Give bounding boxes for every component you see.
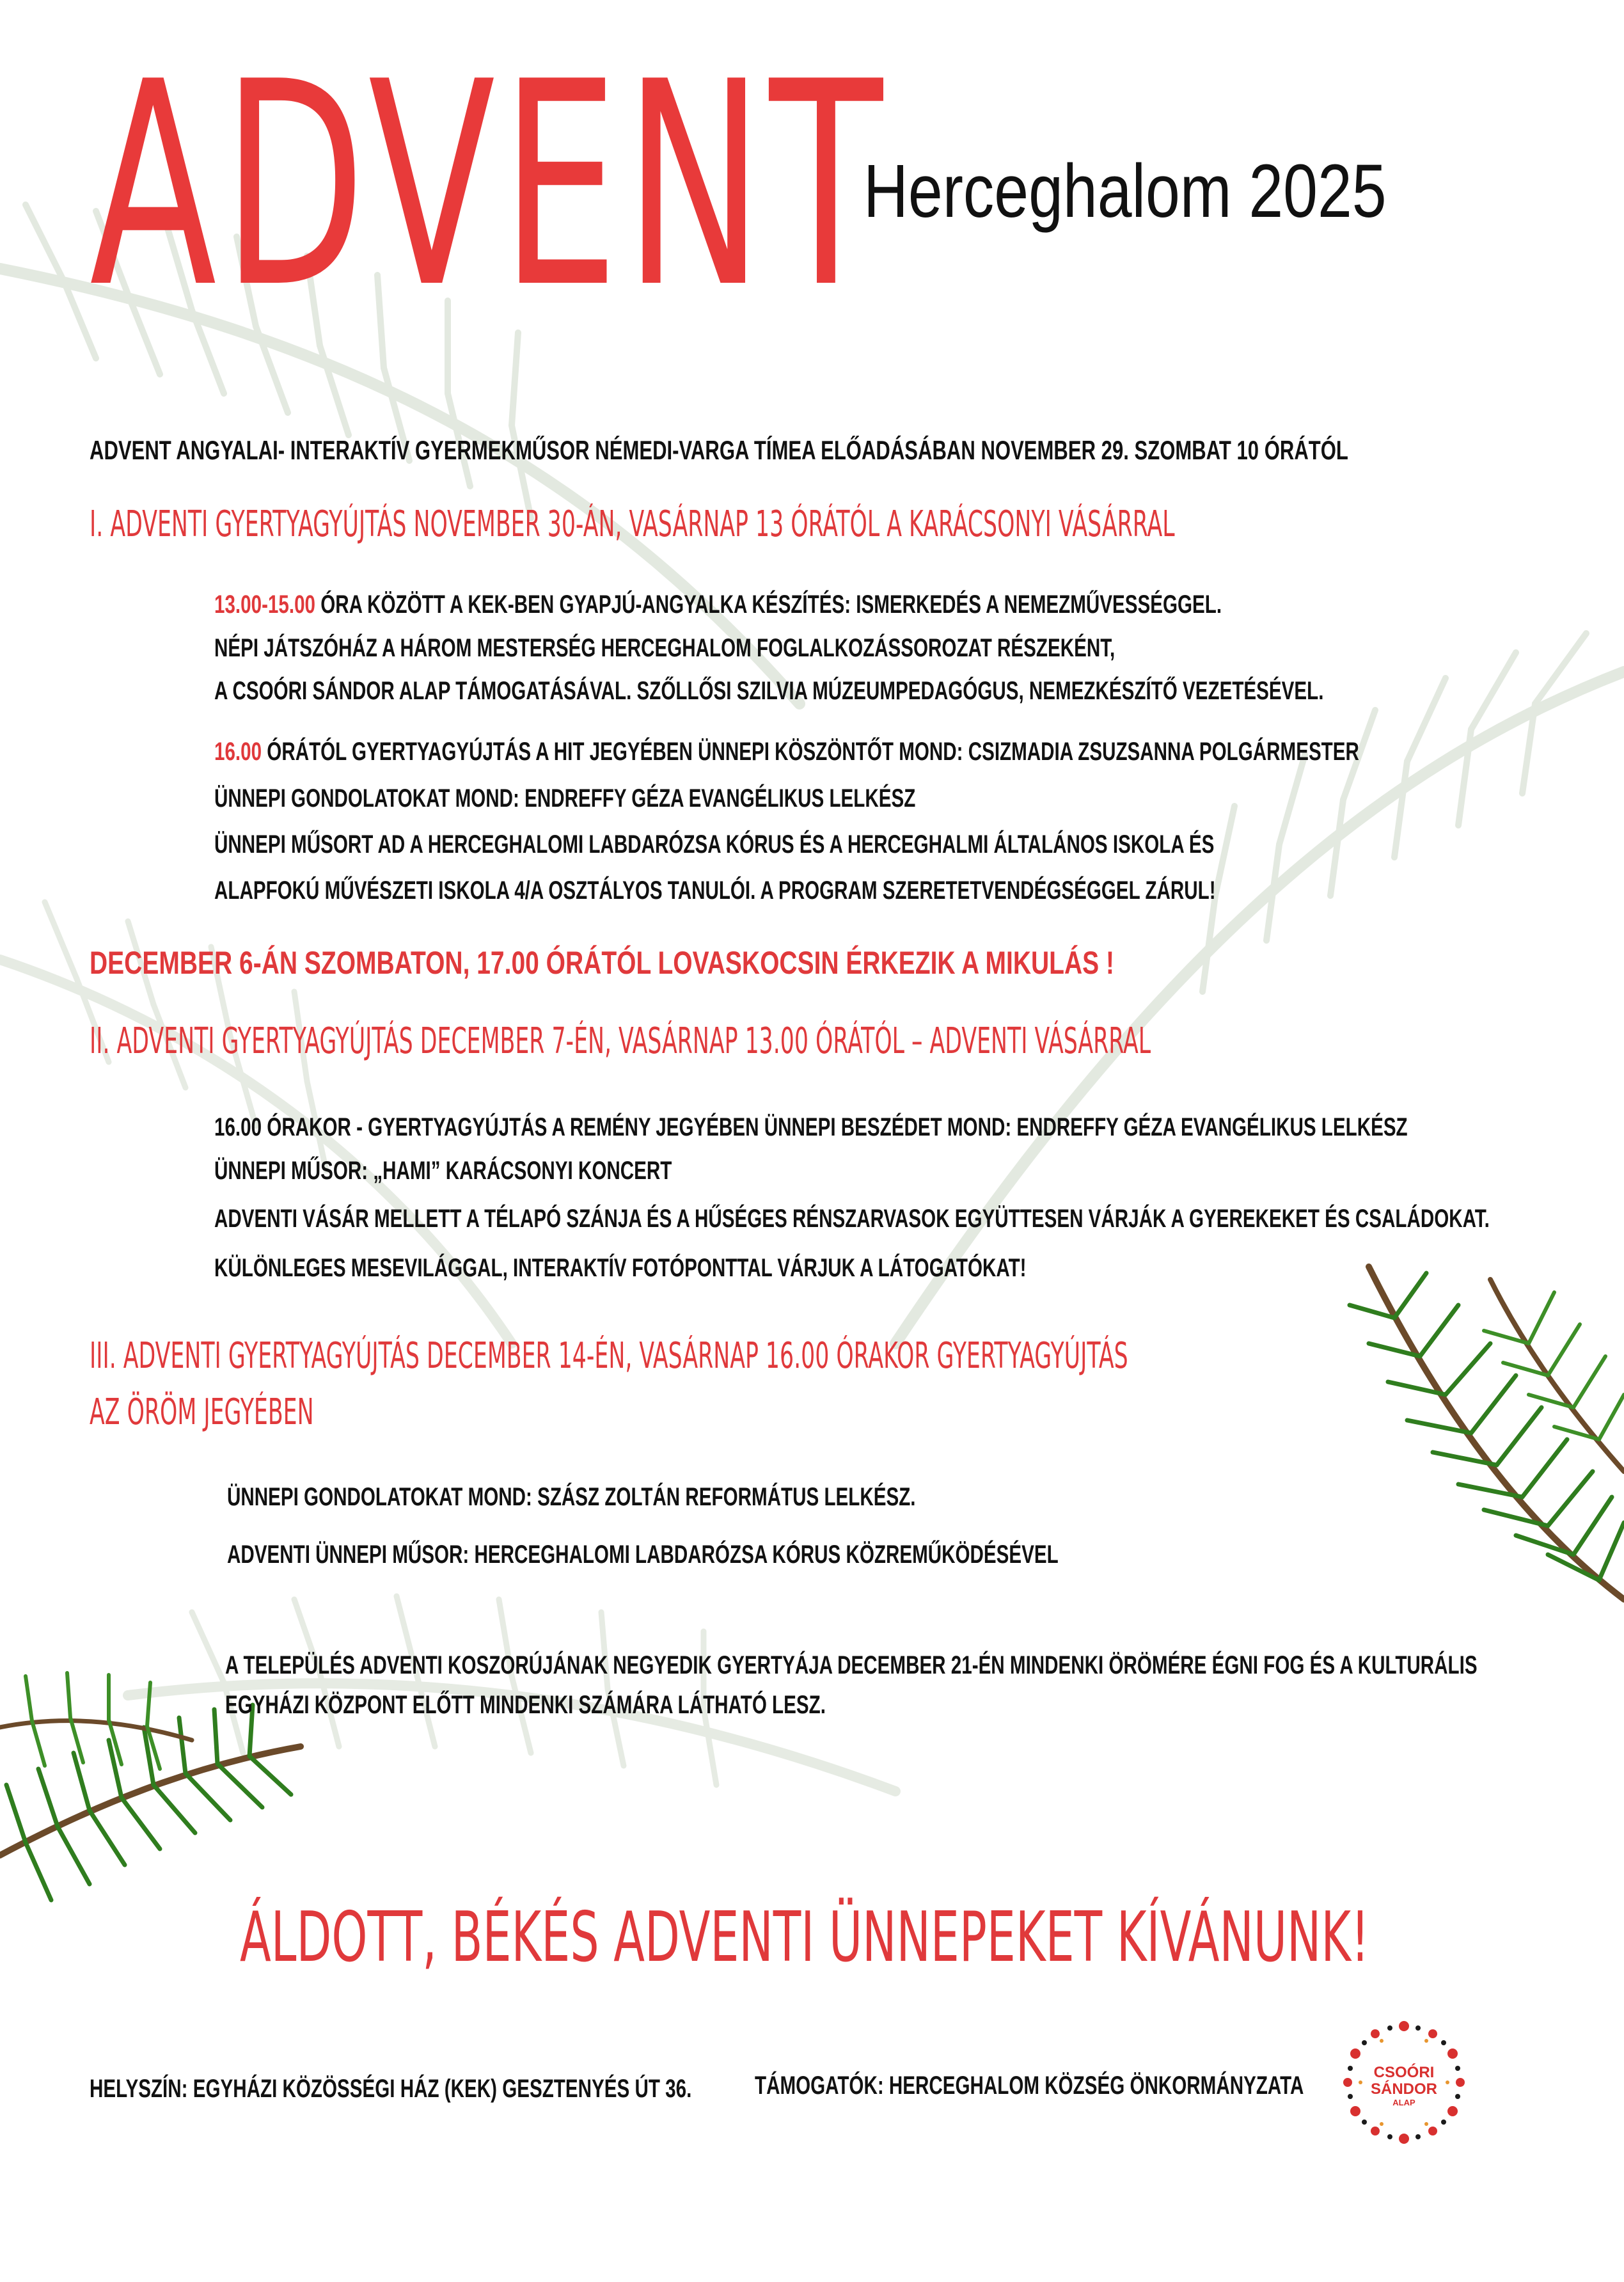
- advent1-heading: I. ADVENTI GYERTYAGYÚJTÁS NOVEMBER 30-ÁN, VASÁRNAP 13 ÓRÁTÓL A KARÁCSONYI VÁSÁRRAL: [90, 503, 1175, 545]
- advent2-heading: II. ADVENTI GYERTYAGYÚJTÁS DECEMBER 7-ÉN, VASÁRNAP 13.00 ÓRÁTÓL – ADVENTI VÁSÁRRAL: [90, 1020, 1151, 1062]
- advent1-line2: NÉPI JÁTSZÓHÁZ A HÁROM MESTERSÉG HERCEGHALOM FOGLALKOZÁSSOROZAT RÉSZEKÉNT,: [214, 634, 1116, 662]
- advent1-line3: A CSOÓRI SÁNDOR ALAP TÁMOGATÁSÁVAL. SZŐLLŐSI SZILVIA MÚZEUMPEDAGÓGUS, NEMEZKÉSZÍTŐ VEZETÉSÉVEL.: [214, 677, 1324, 705]
- logo-line3: ALAP: [1392, 2098, 1415, 2107]
- footer-sponsors: TÁMOGATÓK: HERCEGHALOM KÖZSÉG ÖNKORMÁNYZATA: [755, 2072, 1304, 2100]
- page-subtitle: Herceghalom 2025: [863, 149, 1387, 234]
- advent3-line1: ÜNNEPI GONDOLATOKAT MOND: SZÁSZ ZOLTÁN REFORMÁTUS LELKÉSZ.: [227, 1483, 916, 1511]
- advent1-line1-text: ÓRA KÖZÖTT A KEK-BEN GYAPJÚ-ANGYALKA KÉSZÍTÉS: ISMERKEDÉS A NEMEZMŰVESSÉGGEL.: [315, 590, 1222, 619]
- advent4-line2: EGYHÁZI KÖZPONT ELŐTT MINDENKI SZÁMÁRA LÁTHATÓ LESZ.: [225, 1691, 826, 1719]
- advent1-line7: ALAPFOKÚ MŰVÉSZETI ISKOLA 4/A OSZTÁLYOS TANULÓI. A PROGRAM SZERETETVENDÉGSÉGGEL ZÁRUL!: [214, 876, 1216, 905]
- advent3-line2: ADVENTI ÜNNEPI MŰSOR: HERCEGHALOMI LABDARÓZSA KÓRUS KÖZREMŰKÖDÉSÉVEL: [227, 1541, 1059, 1569]
- advent1-line4-time: 16.00: [214, 738, 262, 766]
- csoori-sandor-alap-logo: [1340, 2018, 1468, 2146]
- advent2-line3: ADVENTI VÁSÁR MELLETT A TÉLAPÓ SZÁNJA ÉS A HŰSÉGES RÉNSZARVASOK EGYÜTTESEN VÁRJÁK A GYEREKEKET ÉS CSALÁDOKAT.: [214, 1205, 1490, 1233]
- green-branch-right: [1350, 1267, 1624, 1599]
- advent2-line4: KÜLÖNLEGES MESEVILÁGGAL, INTERAKTÍV FOTÓPONTTAL VÁRJUK A LÁTOGATÓKAT!: [214, 1254, 1027, 1282]
- advent4-line1: A TELEPÜLÉS ADVENTI KOSZORÚJÁNAK NEGYEDIK GYERTYÁJA DECEMBER 21-ÉN MINDENKI ÖRÖMÉRE ÉGNI FOG ÉS A KULTURÁLIS: [225, 1651, 1478, 1679]
- intro-line: ADVENT ANGYALAI- INTERAKTÍV GYERMEKMŰSOR NÉMEDI-VARGA TÍMEA ELŐADÁSÁBAN NOVEMBER 29. SZOMBAT 10 ÓRÁTÓL: [90, 435, 1348, 465]
- logo-wreath-icon: [1340, 2018, 1468, 2146]
- advent2-line2: ÜNNEPI MŰSOR: „HAMI” KARÁCSONYI KONCERT: [214, 1157, 672, 1185]
- logo-line1: CSOÓRI: [1373, 2064, 1435, 2081]
- advent1-line1: [214, 592, 1222, 617]
- advent3-heading: III. ADVENTI GYERTYAGYÚJTÁS DECEMBER 14-ÉN, VASÁRNAP 16.00 ÓRAKOR GYERTYAGYÚJTÁS: [90, 1335, 1128, 1377]
- closing-wish: ÁLDOTT, BÉKÉS ADVENTI ÜNNEPEKET KÍVÁNUNK!: [240, 1898, 1369, 1977]
- mikulas-heading: DECEMBER 6-ÁN SZOMBATON, 17.00 ÓRÁTÓL LOVASKOCSIN ÉRKEZIK A MIKULÁS !: [90, 945, 1115, 981]
- advent3-heading-line2: AZ ÖRÖM JEGYÉBEN: [90, 1391, 314, 1433]
- advent1-line4-text: ÓRÁTÓL GYERTYAGYÚJTÁS A HIT JEGYÉBEN ÜNNEPI KÖSZÖNTŐT MOND: CSIZMADIA ZSUZSANNA POLGÁRMESTER: [262, 738, 1359, 766]
- advent1-line6: ÜNNEPI MŰSORT AD A HERCEGHALOMI LABDARÓZSA KÓRUS ÉS A HERCEGHALMI ÁLTALÁNOS ISKOLA ÉS: [214, 830, 1215, 859]
- logo-line2: SÁNDOR: [1370, 2080, 1438, 2098]
- advent1-line4: [214, 739, 1359, 765]
- advent2-line1: 16.00 ÓRAKOR - GYERTYAGYÚJTÁS A REMÉNY JEGYÉBEN ÜNNEPI BESZÉDET MOND: ENDREFFY GÉZA EVANGÉLIKUS LELKÉSZ: [214, 1113, 1408, 1141]
- advent1-line1-time: 13.00-15.00: [214, 590, 316, 619]
- footer-location: HELYSZÍN: EGYHÁZI KÖZÖSSÉGI HÁZ (KEK) GESZTENYÉS ÚT 36.: [90, 2075, 692, 2103]
- page-title: ADVENT: [90, 22, 889, 349]
- advent1-line5: ÜNNEPI GONDOLATOKAT MOND: ENDREFFY GÉZA EVANGÉLIKUS LELKÉSZ: [214, 784, 916, 812]
